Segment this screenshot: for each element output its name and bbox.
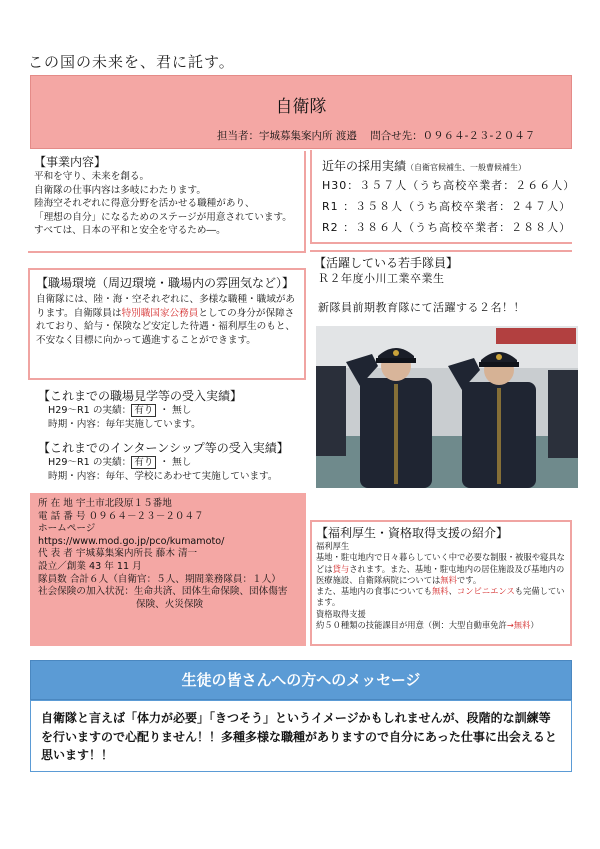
message-body: 自衛隊と言えば「体力が必要」「きつそう」というイメージかもしれませんが、段階的な訓練等を行いますので心配りません！！多種多様な職種がありますので自分にあった仕事に出会えると思います！！	[30, 700, 572, 772]
work-environment-title: 【職場環境（周辺環境・職場内の雰囲気など）】	[36, 276, 295, 290]
welfare-text-part: 、	[448, 586, 457, 597]
visit-yes-option: 有り	[131, 404, 156, 417]
business-line: 「理想の自分」になるためのステージが用意されています。	[34, 211, 292, 223]
info-insurance-cont: 保険、火災保険	[136, 598, 204, 610]
visit-record-label: H29～R1 の実績：	[48, 405, 132, 416]
message-title: 生徒の皆さんへの方へのメッセージ	[30, 660, 572, 700]
welfare-section	[310, 520, 572, 646]
welfare-text-part: です。	[456, 574, 482, 585]
info-staff: 隊員数 合計６人（自衛官：５人、期間業務隊員：１人）	[38, 573, 281, 585]
tagline: この国の未来を、君に託す。	[28, 53, 235, 71]
visit-no-option: ・ 無し	[159, 405, 192, 416]
young-members-title: 【活躍している若手隊員】	[314, 256, 459, 270]
business-title: 【事業内容】	[34, 155, 107, 169]
welfare-text-part: されます。また、基地・駐屯地内の居住施設及び基地内の医療施設、自衛隊病院については	[316, 563, 565, 585]
info-insurance: 社会保険の加入状況：生命共済、団体生命保険、団体傷害	[38, 586, 288, 598]
recruitment-row: R2 ：３８６人（うち高校卒業者：２８８人）	[322, 221, 572, 234]
visit-section	[30, 385, 306, 483]
business-line: 陸海空それぞれに得意分野を活かせる職種があり、	[34, 198, 255, 209]
recruitment-note: （自衛官候補生、一般曹候補生）	[406, 163, 527, 172]
welfare-highlight: 貸与	[332, 563, 350, 574]
work-text-part: としての身分が保障されており、給与・保険など安定した待遇・福利厚生のもと、不安なく目標に向かって邁進することができます。	[36, 307, 296, 346]
welfare-title: 【福利厚生・資格取得支援の紹介】	[316, 526, 509, 540]
recruitment-title-text: 近年の採用実績	[322, 159, 407, 173]
info-tel: 電 話 番 号 ０９６４－２３－２０４７	[38, 510, 204, 522]
visit-title: 【これまでの職場見学等の受入実績】	[38, 389, 243, 403]
intern-no-option: ・ 無し	[159, 457, 192, 468]
visit-record	[38, 404, 306, 418]
business-line: 平和を守り、未来を創る。	[34, 171, 150, 182]
young-members-school: Ｒ２年度小川工業卒業生	[318, 272, 445, 285]
info-homepage-label: ホームページ	[38, 523, 96, 535]
welfare-text-part: 約５０種類の技能課目が用意（例：大型自動車免許	[316, 620, 507, 631]
welfare-text-part: も完備しています。	[316, 586, 565, 608]
welfare-text-part: また、基地内の食事についても	[316, 586, 432, 597]
contact-person: 担当者：宇城募集案内所 渡邉	[217, 130, 357, 142]
intern-record	[38, 456, 306, 470]
business-text	[34, 170, 304, 238]
company-name: 自衛隊	[275, 97, 327, 117]
work-highlight: 特別職国家公務員	[121, 307, 199, 319]
work-environment-text	[36, 293, 300, 347]
contact-line	[217, 128, 545, 143]
intern-detail: 時期・内容：毎年、学校にあわせて実施しています。	[48, 470, 278, 482]
welfare-sub1: 福利厚生	[316, 541, 350, 551]
welfare-highlight: →無料	[506, 620, 531, 631]
welfare-highlight: 無料	[432, 586, 449, 597]
recruitment-row: R1 ：３５８人（うち高校卒業者：２４７人）	[322, 200, 572, 213]
young-members-section	[310, 250, 572, 490]
welfare-highlight: コンビニエンス	[456, 586, 515, 597]
intern-title: 【これまでのインターンシップ等の受入実績】	[38, 441, 289, 455]
welfare-text-part: ）	[530, 620, 539, 631]
soldiers-photo-illustration	[316, 326, 578, 488]
company-info	[30, 493, 306, 646]
recruitment-section	[310, 150, 576, 244]
intern-yes-option: 有り	[131, 456, 156, 469]
recruitment-row: H30：３５７人（うち高校卒業者：２６６人）	[322, 179, 576, 192]
work-text-part: 自衛隊には、陸・海・空それぞれに、多様な職種・職域があります。自衛隊員は	[36, 294, 296, 319]
welfare-text-part: 基地・駐屯地内で日々暮らしていく中で必要な制服・被服や寝具などは	[316, 552, 565, 574]
welfare-sub2: 資格取得支援	[316, 608, 366, 619]
info-url[interactable]: https://www.mod.go.jp/pco/kumamoto/	[38, 535, 225, 547]
intern-record-label: H29～R1 の実績：	[48, 457, 132, 468]
business-section	[28, 151, 306, 253]
recruitment-title	[322, 157, 572, 174]
business-line: 自衛隊の仕事内容は多岐にわたります。	[34, 184, 206, 196]
welfare-text2	[316, 586, 568, 609]
company-header	[30, 75, 572, 149]
business-line: すべては、日本の平和と安全を守るため―。	[34, 225, 226, 236]
welfare-text1	[316, 552, 568, 586]
work-environment-section	[28, 268, 306, 380]
soldiers-photo	[316, 326, 578, 488]
visit-detail: 時期・内容：毎年実施しています。	[48, 418, 201, 430]
young-members-caption: 新隊員前期教育隊にて活躍する２名！！	[318, 301, 525, 314]
info-location: 所 在 地 宇土市北段原１５番地	[38, 498, 172, 509]
contact-phone: 問合せ先：０９６４-２３-２０４７	[370, 130, 536, 142]
info-representative: 代 表 者 宇城募集案内所長 藤木 清一	[38, 548, 198, 560]
welfare-text3	[316, 620, 568, 631]
welfare-highlight: 無料	[440, 574, 457, 585]
info-founded: 設立／創業 43 年 11 月	[38, 560, 142, 572]
